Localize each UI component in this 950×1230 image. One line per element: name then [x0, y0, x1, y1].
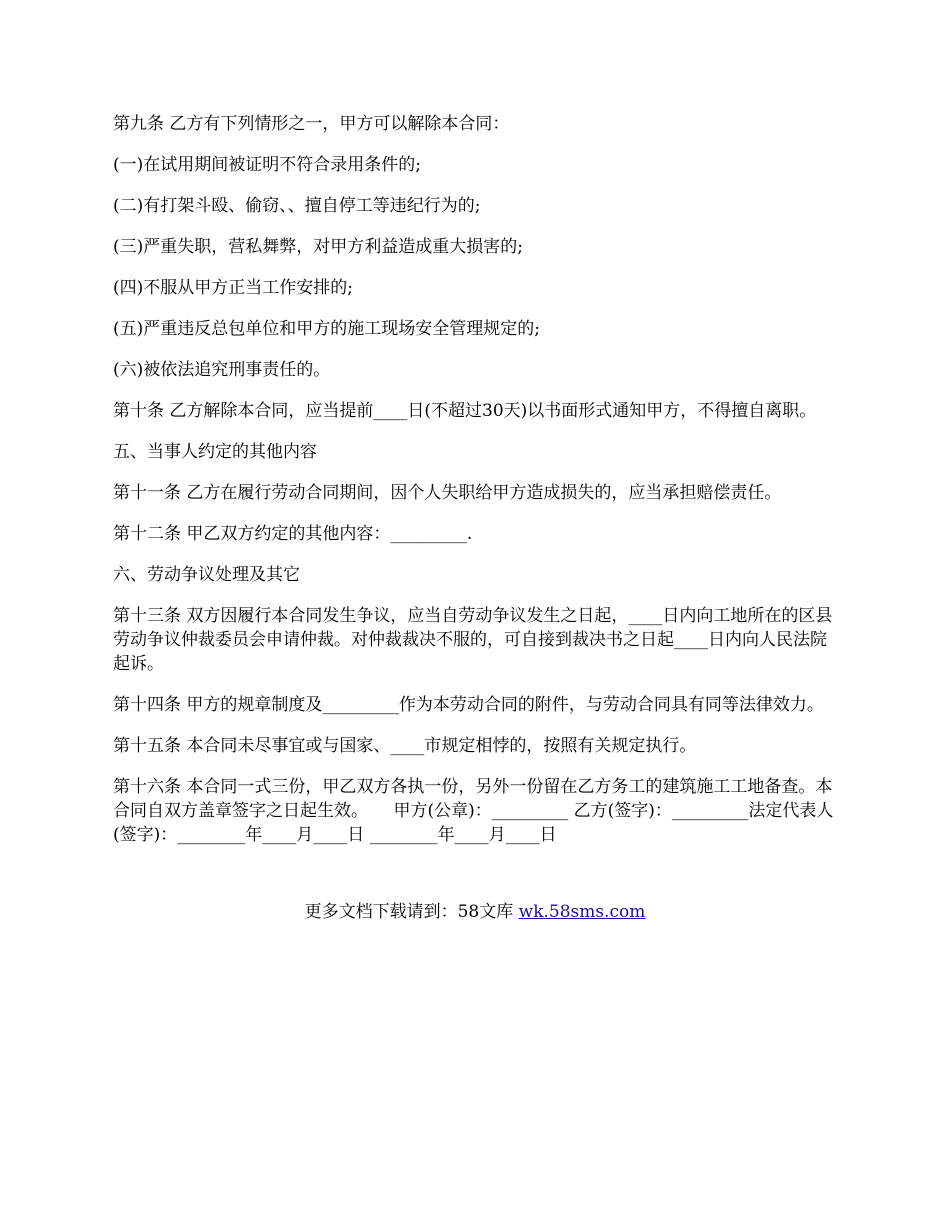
article-12: 第十二条 甲乙双方约定的其他内容：_________.: [113, 524, 473, 544]
article-16: 第十六条 本合同一式三份，甲乙双方各执一份，另外一份留在乙方务工的建筑施工工地备查。本合同自双方盖章签字之日起生效。 甲方(公章)：_________ 乙方(签字)：_________法定代表人(签字)：________年____月____日 ________年____月____日: [113, 777, 834, 845]
article-10: 第十条 乙方解除本合同，应当提前____日(不超过30天)以书面形式通知甲方，不得擅自离职。: [113, 401, 817, 421]
section-5-heading: 五、当事人约定的其他内容: [113, 442, 317, 462]
article-9-item-6: (六)被依法追究刑事责任的。: [113, 360, 331, 380]
article-9-item-2: (二)有打架斗殴、偷窃、、擅自停工等违纪行为的;: [113, 196, 481, 216]
article-9-item-3: (三)严重失职，营私舞弊，对甲方利益造成重大损害的;: [113, 237, 523, 257]
download-footer: [0, 900, 950, 924]
article-14: 第十四条 甲方的规章制度及_________作为本劳动合同的附件，与劳动合同具有同等法律效力。: [113, 695, 824, 715]
document-body: [113, 112, 841, 864]
footer-text: 更多文档下载请到：58文库: [304, 902, 519, 922]
footer-link[interactable]: wk.58sms.com: [518, 902, 646, 922]
article-9-item-4: (四)不服从甲方正当工作安排的;: [113, 278, 353, 298]
article-15: 第十五条 本合同未尽事宜或与国家、____市规定相悖的，按照有关规定执行。: [113, 736, 697, 756]
article-9-heading: 第九条 乙方有下列情形之一，甲方可以解除本合同：: [113, 114, 510, 134]
article-11: 第十一条 乙方在履行劳动合同期间，因个人失职给甲方造成损失的，应当承担赔偿责任。: [113, 483, 782, 503]
section-6-heading: 六、劳动争议处理及其它: [113, 565, 300, 585]
article-9-item-1: (一)在试用期间被证明不符合录用条件的;: [113, 155, 421, 175]
article-13: 第十三条 双方因履行本合同发生争议，应当自劳动争议发生之日起，____日内向工地所在的区县劳动争议仲裁委员会申请仲裁。对仲裁裁决不服的，可自接到裁决书之日起____日内向人民法院起诉。: [113, 606, 833, 674]
article-9-item-5: (五)严重违反总包单位和甲方的施工现场安全管理规定的;: [113, 319, 540, 339]
